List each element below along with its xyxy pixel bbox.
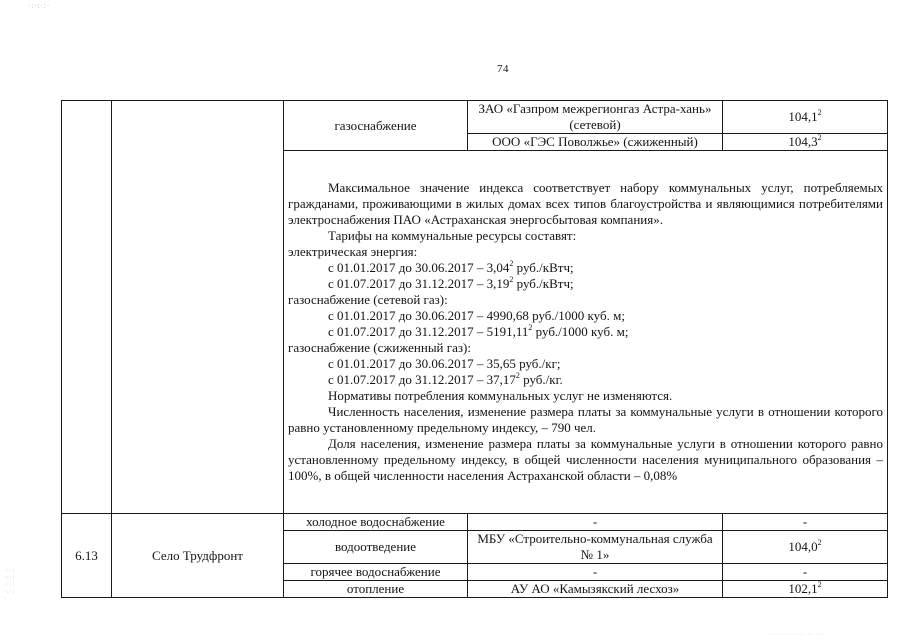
index-cell [723,134,888,151]
liquefied-gas-label: газоснабжение (сжиженный газ): [288,340,471,355]
tariff-unit: руб./кг. [519,372,563,387]
tariff-text: с 01.01.2017 до 30.06.2017 – 35,65 руб./кг; [328,356,561,371]
number-cell-empty [62,101,112,514]
scan-artifact-bottom-right: ·· ···· ···· ·· ··· [770,632,825,638]
electricity-label: электрическая энергия: [288,244,418,259]
tariff-line [288,372,883,388]
footnote-mark: 2 [817,580,822,589]
tariff-unit: руб./кВтч; [513,276,574,291]
tariff-text: с 01.01.2017 до 30.06.2017 – 3,04 [328,260,510,275]
service-cell: холодное водоснабжение [284,514,468,531]
tariff-line [288,308,883,324]
tariff-unit: руб./кВтч; [513,260,574,275]
service-cell: водоотведение [284,531,468,564]
tariff-text: с 01.07.2017 до 31.12.2017 – 3,19 [328,276,510,291]
row-number: 6.13 [62,514,112,598]
provider-cell: ЗАО «Газпром межрегионгаз Астра-хань» (сетевой) [468,101,723,134]
tariffs-heading: Тарифы на коммунальные ресурсы составят: [328,228,577,243]
network-gas-label: газоснабжение (сетевой газ): [288,292,448,307]
footnote-mark: 2 [817,133,822,142]
provider-cell: - [468,514,723,531]
share-text: Доля населения, изменение размера платы за коммунальные услуги в отношении которого равно установленному предельному индексу, в общей численности населения муниципального образования – 100%, в общей численности населения Астраханской области – 0,08% [288,436,883,483]
footnote-mark: 2 [515,371,520,380]
tariff-unit: руб./1000 куб. м; [532,324,629,339]
index-value: 104,1 [788,109,818,124]
index-value: 102,1 [788,581,818,596]
service-cell: горячее водоснабжение [284,564,468,581]
index-value: 104,0 [788,539,818,554]
footnote-mark: 2 [509,259,514,268]
settlement-cell-empty [112,101,284,514]
table-row-settlement [62,514,888,531]
footnote-mark: 2 [528,323,533,332]
index-cell [723,564,888,581]
provider-cell: - [468,564,723,581]
table-row-gas-network [62,101,888,134]
service-cell: газоснабжение [284,101,468,151]
provider-cell: ООО «ГЭС Поволжье» (сжиженный) [468,134,723,151]
index-value: - [802,514,808,529]
index-cell [723,581,888,598]
tariff-text: с 01.07.2017 до 31.12.2017 – 5191,11 [328,324,529,339]
index-cell [723,531,888,564]
tariff-line [288,324,883,340]
service-cell: отопление [284,581,468,598]
scan-artifact-top-left: ·:·:·:· [28,2,51,10]
page-number: 74 [497,63,509,75]
note-cell [284,151,888,514]
note-intro: Максимальное значение индекса соответствует набору коммунальных услуг, потребляемых гражданами, проживающими в жилых домах всех типов благоустройства и являющимися потребителями электроснабжения ПАО «Астраханская энергосбытовая компания». [288,180,883,227]
provider-cell: МБУ «Строительно-коммунальная служба № 1» [468,531,723,564]
index-cell [723,514,888,531]
scan-artifact-bottom-left: ·:·:·:·:·:·:·:·:· [4,568,16,602]
footnote-mark: 2 [509,275,514,284]
tariff-table [61,100,888,598]
index-cell [723,101,888,134]
footnote-mark: 2 [817,538,822,547]
population-text: Численность населения, изменение размера платы за коммунальные услуги в отношении которого равно установленному предельному индексу, – 790 чел. [288,404,883,435]
tariff-line [288,276,883,292]
tariff-line [288,260,883,276]
index-value: - [802,564,808,579]
tariff-text: с 01.01.2017 до 30.06.2017 – 4990,68 руб./1000 куб. м; [328,308,625,323]
index-value: 104,3 [788,134,818,149]
provider-cell: АУ АО «Камызякский лесхоз» [468,581,723,598]
settlement-name: Село Трудфронт [112,514,284,598]
footnote-mark: 2 [817,108,822,117]
tariff-line [288,356,883,372]
norms-text: Нормативы потребления коммунальных услуг не изменяются. [328,388,673,403]
tariff-text: с 01.07.2017 до 31.12.2017 – 37,17 [328,372,516,387]
